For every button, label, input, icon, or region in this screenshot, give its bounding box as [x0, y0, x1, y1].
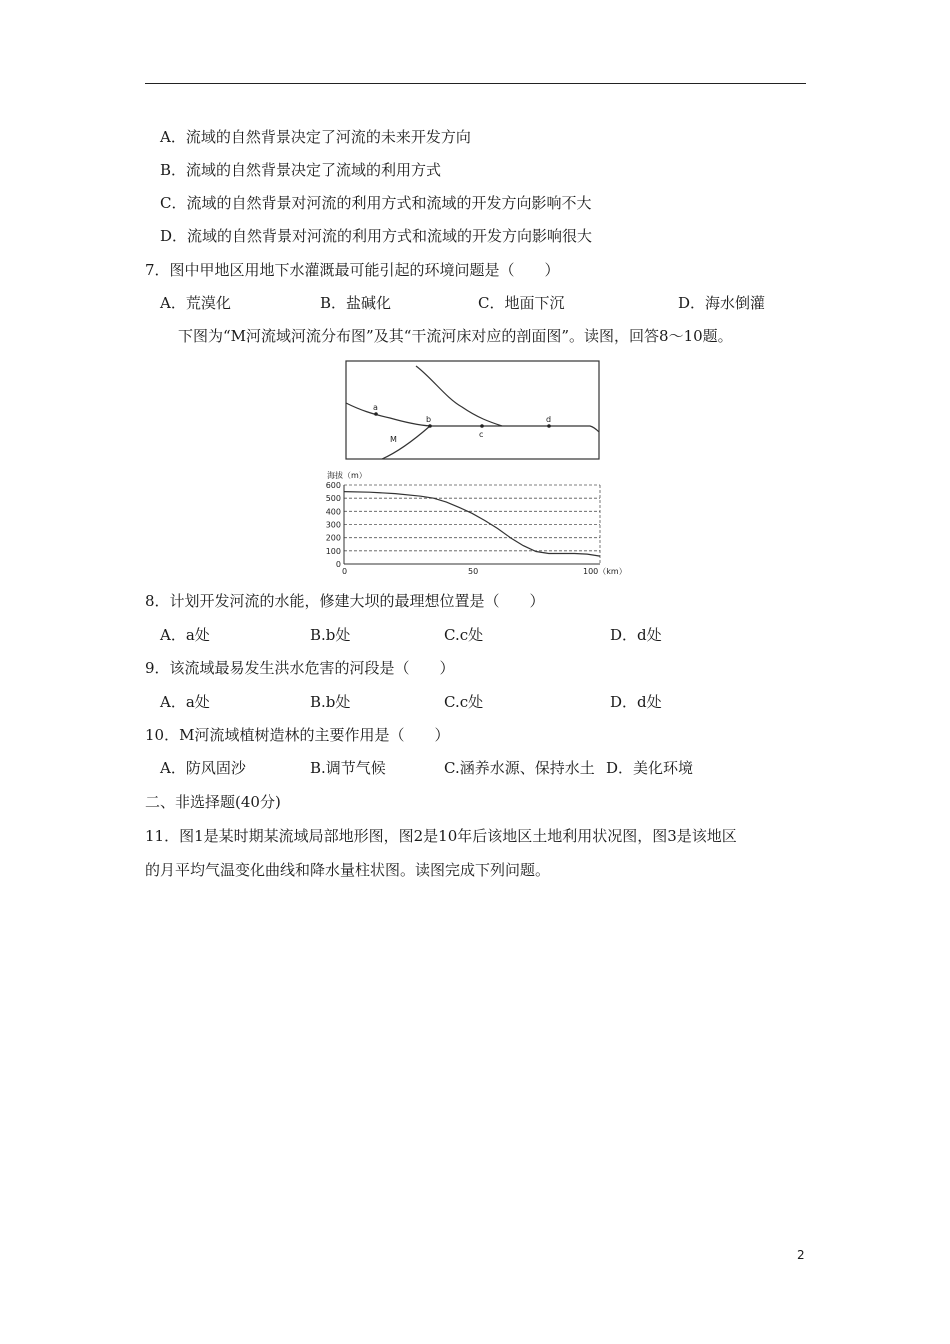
q7-option-b: B．盐碱化	[320, 294, 392, 312]
q9-option-a: A．a处	[160, 693, 210, 711]
label-c: c	[479, 430, 484, 439]
map-frame	[346, 361, 599, 459]
profile-series-line	[344, 492, 600, 556]
point-a	[374, 412, 378, 416]
x-tick-50: 50	[468, 567, 479, 576]
chart-gridlines	[344, 485, 600, 564]
q11-line-2: 的月平均气温变化曲线和降水量柱状图。读图完成下列问题。	[145, 861, 551, 879]
q7-stem: 7．图中甲地区用地下水灌溉最可能引起的环境问题是（ ）	[145, 261, 560, 279]
q9-stem: 9．该流域最易发生洪水危害的河段是（ ）	[145, 659, 455, 677]
q7-option-d: D．海水倒灌	[678, 294, 766, 312]
q7-option-a: A．荒漠化	[160, 294, 231, 312]
point-d	[547, 424, 551, 428]
tributary-north	[416, 366, 502, 426]
q6-option-d: D．流域的自然背景对河流的利用方式和流域的开发方向影响很大	[160, 227, 593, 245]
page-number: 2	[797, 1248, 805, 1262]
q9-option-c: C.c处	[444, 693, 484, 711]
y-tick-200: 200	[325, 533, 341, 543]
q10-option-c: C.涵养水源、保持水土	[444, 759, 595, 777]
tributary-m	[382, 426, 430, 459]
y-tick-0: 0	[335, 560, 341, 569]
y-tick-300: 300	[325, 520, 341, 530]
label-m: M	[390, 435, 397, 444]
q6-option-a: A．流域的自然背景决定了河流的未来开发方向	[160, 128, 471, 146]
y-tick-600: 600	[325, 481, 341, 490]
q10-option-b: B.调节气候	[310, 759, 386, 777]
q8-option-d: D．d处	[610, 626, 662, 644]
header-rule	[145, 83, 806, 84]
q8-option-c: C.c处	[444, 626, 484, 644]
q9-option-b: B.b处	[310, 693, 351, 711]
q8-stem: 8．计划开发河流的水能，修建大坝的最理想位置是（ ）	[145, 592, 545, 610]
q10-stem: 10．M河流域植树造林的主要作用是（ ）	[145, 726, 450, 744]
label-d: d	[546, 415, 552, 424]
river-upper	[346, 403, 430, 426]
q9-option-d: D．d处	[610, 693, 662, 711]
q10-option-d: D．美化环境	[606, 759, 694, 777]
label-a: a	[373, 403, 378, 412]
q6-option-b: B．流域的自然背景决定了流域的利用方式	[160, 161, 442, 179]
point-b	[428, 424, 432, 428]
q8-option-b: B.b处	[310, 626, 351, 644]
y-tick-500: 500	[325, 494, 341, 504]
q7-option-c: C．地面下沉	[478, 294, 565, 312]
x-tick-0: 0	[342, 567, 348, 576]
y-tick-100: 100	[325, 546, 341, 556]
y-axis-title: 海拔（m）	[327, 471, 367, 480]
river-main	[430, 426, 599, 432]
point-c	[480, 424, 484, 428]
q10-option-a: A．防风固沙	[160, 759, 246, 777]
y-tick-400: 400	[325, 507, 341, 517]
q6-option-c: C．流域的自然背景对河流的利用方式和流域的开发方向影响不大	[160, 194, 592, 212]
q11-line-1: 11．图1是某时期某流域局部地形图，图2是10年后该地区土地利用状况图，图3是该地区	[145, 827, 737, 845]
x-tick-100: 100（km）	[583, 567, 627, 576]
figure-intro: 下图为“M河流域河流分布图”及其“干流河床对应的剖面图”。读图，回答8～10题。	[178, 327, 733, 345]
label-b: b	[426, 415, 432, 424]
q8-option-a: A．a处	[160, 626, 210, 644]
section-2-heading: 二、非选择题(40分)	[145, 793, 281, 811]
